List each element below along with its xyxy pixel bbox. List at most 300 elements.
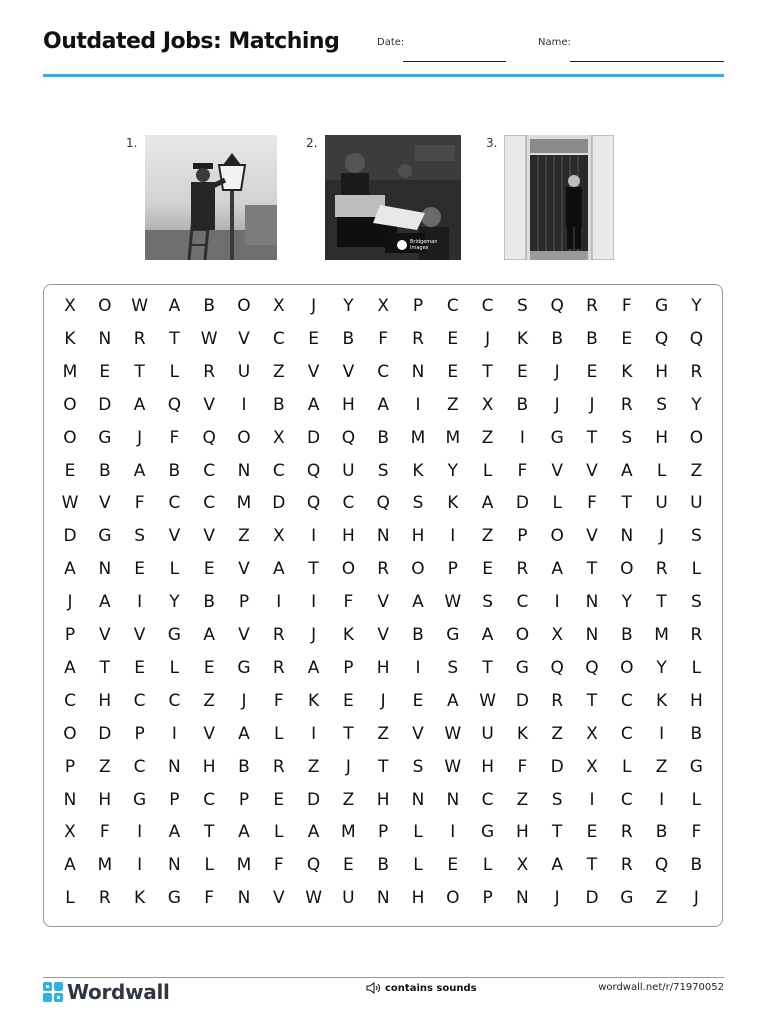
grid-letter[interactable]: J (554, 394, 560, 415)
grid-letter[interactable]: O (341, 559, 356, 580)
grid-letter[interactable]: N (585, 592, 599, 613)
grid-letter[interactable]: R (272, 625, 285, 645)
grid-letter[interactable]: G (481, 822, 495, 843)
grid-letter[interactable]: H (481, 756, 494, 777)
grid-letter[interactable]: S (551, 789, 563, 810)
grid-letter[interactable]: H (376, 657, 390, 678)
grid-letter[interactable]: M (236, 493, 252, 514)
grid-letter[interactable]: R (586, 296, 598, 316)
grid-letter[interactable]: W (479, 690, 496, 711)
grid-letter[interactable]: D (585, 888, 599, 909)
grid-letter[interactable]: F (273, 690, 284, 711)
grid-letter[interactable]: N (63, 789, 77, 810)
grid-letter[interactable]: R (690, 625, 703, 645)
grid-letter[interactable]: A (272, 559, 285, 580)
grid-letter[interactable]: G (689, 756, 703, 777)
grid-letter[interactable]: E (343, 690, 354, 711)
grid-letter[interactable]: I (519, 427, 525, 448)
grid-letter[interactable]: X (586, 756, 598, 777)
grid-letter[interactable]: B (203, 296, 216, 316)
grid-letter[interactable]: I (450, 526, 456, 547)
grid-letter[interactable]: B (342, 328, 355, 349)
grid-letter[interactable]: P (238, 789, 250, 810)
grid-letter[interactable]: I (589, 789, 595, 810)
grid-letter[interactable]: X (64, 822, 76, 843)
grid-letter[interactable]: V (168, 526, 181, 547)
grid-letter[interactable]: Z (377, 723, 390, 744)
grid-letter[interactable]: S (482, 592, 493, 613)
grid-letter[interactable]: L (691, 657, 702, 678)
grid-letter[interactable]: K (308, 690, 320, 711)
grid-letter[interactable]: C (620, 789, 633, 810)
grid-letter[interactable]: E (482, 559, 493, 580)
grid-letter[interactable]: L (691, 789, 702, 810)
grid-letter[interactable]: R (655, 559, 668, 580)
grid-letter[interactable]: G (133, 789, 147, 810)
grid-letter[interactable]: M (341, 822, 356, 843)
grid-letter[interactable]: D (98, 723, 112, 744)
grid-letter[interactable]: Z (238, 526, 250, 547)
grid-letter[interactable]: V (272, 888, 285, 909)
grid-letter[interactable]: K (516, 723, 528, 744)
activity-url[interactable]: wordwall.net/r/71970052 (598, 982, 724, 993)
grid-letter[interactable]: F (517, 460, 528, 481)
grid-letter[interactable]: Y (691, 394, 702, 415)
grid-letter[interactable]: Q (167, 394, 182, 415)
grid-letter[interactable]: L (656, 460, 667, 481)
grid-letter[interactable]: F (621, 296, 632, 316)
grid-letter[interactable]: T (99, 657, 110, 678)
grid-letter[interactable]: T (377, 756, 389, 777)
grid-letter[interactable]: J (659, 526, 665, 547)
grid-letter[interactable]: M (62, 361, 78, 382)
grid-letter[interactable]: V (586, 460, 598, 481)
grid-letter[interactable]: N (411, 789, 425, 810)
grid-letter[interactable]: P (412, 296, 424, 316)
grid-letter[interactable]: T (203, 822, 215, 843)
grid-letter[interactable]: L (482, 855, 493, 876)
grid-letter[interactable]: A (620, 460, 633, 481)
grid-letter[interactable]: Z (516, 789, 529, 810)
grid-letter[interactable]: T (586, 427, 598, 448)
grid-letter[interactable]: P (169, 789, 180, 810)
grid-letter[interactable]: I (450, 822, 456, 843)
grid-letter[interactable]: F (587, 493, 597, 514)
grid-letter[interactable]: Z (655, 756, 668, 777)
grid-letter[interactable]: C (64, 690, 76, 711)
grid-letter[interactable]: A (481, 625, 494, 645)
grid-letter[interactable]: S (377, 460, 389, 481)
grid-letter[interactable]: A (446, 690, 459, 711)
grid-letter[interactable]: E (99, 361, 111, 382)
grid-letter[interactable]: G (167, 625, 181, 645)
grid-letter[interactable]: X (481, 394, 494, 415)
date-field[interactable] (403, 61, 506, 62)
grid-letter[interactable]: E (308, 328, 319, 349)
grid-letter[interactable]: Y (447, 460, 458, 481)
grid-letter[interactable]: C (272, 328, 285, 349)
grid-letter[interactable]: R (98, 888, 111, 909)
grid-letter[interactable]: X (377, 296, 390, 316)
grid-letter[interactable]: J (137, 427, 143, 448)
grid-letter[interactable]: P (343, 657, 354, 678)
grid-letter[interactable]: Y (691, 296, 702, 316)
grid-letter[interactable]: A (307, 822, 320, 843)
grid-letter[interactable]: N (98, 559, 112, 580)
grid-letter[interactable]: J (241, 690, 247, 711)
grid-letter[interactable]: N (168, 855, 181, 876)
grid-letter[interactable]: H (411, 888, 425, 909)
grid-letter[interactable]: O (689, 427, 704, 448)
grid-letter[interactable]: O (63, 427, 77, 448)
grid-letter[interactable]: X (272, 427, 285, 448)
grid-letter[interactable]: T (656, 592, 667, 613)
grid-letter[interactable]: J (380, 690, 386, 711)
grid-letter[interactable]: U (342, 460, 355, 481)
grid-letter[interactable]: B (586, 328, 598, 349)
grid-letter[interactable]: N (237, 888, 251, 909)
grid-letter[interactable]: I (554, 592, 560, 613)
grid-letter[interactable]: C (133, 690, 146, 711)
grid-letter[interactable]: A (168, 296, 181, 316)
grid-letter[interactable]: J (693, 888, 699, 909)
grid-letter[interactable]: W (444, 756, 462, 777)
grid-letter[interactable]: X (64, 296, 76, 316)
grid-letter[interactable]: J (67, 592, 73, 613)
grid-letter[interactable]: T (621, 493, 632, 514)
grid-letter[interactable]: R (133, 328, 146, 349)
grid-letter[interactable]: R (203, 361, 216, 382)
grid-letter[interactable]: B (238, 756, 250, 777)
grid-letter[interactable]: J (554, 888, 560, 909)
grid-letter[interactable]: R (516, 559, 529, 580)
grid-letter[interactable]: O (237, 427, 251, 448)
grid-letter[interactable]: O (237, 296, 251, 316)
grid-letter[interactable]: V (412, 723, 424, 744)
grid-letter[interactable]: W (305, 888, 322, 909)
grid-letter[interactable]: A (377, 394, 389, 415)
grid-letter[interactable]: Q (341, 427, 356, 448)
grid-letter[interactable]: U (237, 361, 251, 382)
grid-letter[interactable]: Z (446, 394, 459, 415)
grid-letter[interactable]: L (413, 855, 423, 876)
grid-letter[interactable]: R (377, 559, 390, 580)
grid-letter[interactable]: I (311, 592, 317, 613)
grid-letter[interactable]: T (343, 723, 354, 744)
grid-letter[interactable]: K (516, 328, 528, 349)
grid-letter[interactable]: F (517, 756, 528, 777)
grid-letter[interactable]: Z (307, 756, 320, 777)
grid-letter[interactable]: T (482, 361, 493, 382)
grid-letter[interactable]: S (412, 493, 424, 514)
grid-letter[interactable]: Q (689, 328, 704, 349)
grid-letter[interactable]: Q (306, 460, 321, 481)
grid-letter[interactable]: E (203, 657, 215, 678)
grid-letter[interactable]: A (98, 592, 111, 613)
grid-letter[interactable]: W (444, 723, 462, 744)
grid-letter[interactable]: W (444, 592, 462, 613)
grid-letter[interactable]: N (98, 328, 112, 349)
grid-letter[interactable]: F (134, 493, 145, 514)
grid-letter[interactable]: V (342, 361, 355, 382)
grid-letter[interactable]: L (65, 888, 75, 909)
grid-letter[interactable]: S (447, 657, 459, 678)
grid-letter[interactable]: Z (690, 460, 703, 481)
grid-letter[interactable]: T (308, 559, 319, 580)
grid-letter[interactable]: S (690, 592, 702, 613)
grid-letter[interactable]: V (551, 460, 563, 481)
grid-letter[interactable]: A (307, 657, 320, 678)
grid-letter[interactable]: E (203, 559, 215, 580)
grid-letter[interactable]: I (311, 723, 317, 744)
grid-letter[interactable]: K (621, 361, 633, 382)
grid-letter[interactable]: F (169, 427, 180, 448)
grid-letter[interactable]: N (585, 625, 599, 645)
grid-letter[interactable]: T (551, 822, 563, 843)
grid-letter[interactable]: K (412, 460, 424, 481)
grid-letter[interactable]: V (238, 625, 250, 645)
grid-letter[interactable]: T (169, 328, 180, 349)
grid-letter[interactable]: D (515, 493, 529, 514)
grid-letter[interactable]: C (203, 789, 216, 810)
grid-letter[interactable]: O (98, 296, 112, 316)
grid-letter[interactable]: O (63, 723, 77, 744)
grid-letter[interactable]: R (272, 756, 285, 777)
grid-letter[interactable]: L (169, 361, 180, 382)
grid-letter[interactable]: U (655, 493, 668, 514)
grid-letter[interactable]: K (342, 625, 354, 645)
grid-letter[interactable]: B (551, 328, 564, 349)
grid-letter[interactable]: S (134, 526, 145, 547)
grid-letter[interactable]: B (272, 394, 285, 415)
grid-letter[interactable]: J (345, 756, 351, 777)
grid-letter[interactable]: C (203, 493, 216, 514)
grid-letter[interactable]: A (238, 723, 250, 744)
grid-letter[interactable]: H (341, 394, 355, 415)
grid-letter[interactable]: Q (550, 657, 564, 678)
grid-letter[interactable]: Q (306, 855, 321, 876)
grid-letter[interactable]: B (516, 394, 529, 415)
grid-letter[interactable]: Q (654, 855, 669, 876)
grid-letter[interactable]: O (446, 888, 460, 909)
grid-letter[interactable]: V (238, 559, 250, 580)
grid-letter[interactable]: D (307, 427, 321, 448)
grid-letter[interactable]: N (376, 888, 390, 909)
grid-letter[interactable]: C (168, 493, 181, 514)
grid-letter[interactable]: N (516, 888, 529, 909)
grid-letter[interactable]: J (311, 625, 317, 645)
grid-letter[interactable]: B (98, 460, 111, 481)
grid-letter[interactable]: P (134, 723, 145, 744)
grid-letter[interactable]: I (276, 592, 282, 613)
grid-letter[interactable]: T (482, 657, 493, 678)
grid-letter[interactable]: C (481, 296, 494, 316)
grid-letter[interactable]: D (550, 756, 564, 777)
grid-letter[interactable]: E (134, 657, 145, 678)
grid-letter[interactable]: V (203, 394, 215, 415)
grid-letter[interactable]: V (377, 625, 389, 645)
grid-letter[interactable]: T (134, 361, 145, 382)
grid-letter[interactable]: A (203, 625, 215, 645)
grid-letter[interactable]: S (690, 526, 702, 547)
grid-letter[interactable]: I (137, 855, 143, 876)
grid-letter[interactable]: J (589, 394, 595, 415)
grid-letter[interactable]: V (203, 723, 215, 744)
grid-letter[interactable]: B (377, 427, 390, 448)
name-field[interactable] (570, 61, 724, 62)
grid-letter[interactable]: E (621, 328, 633, 349)
grid-letter[interactable]: E (586, 361, 598, 382)
grid-letter[interactable]: H (98, 789, 112, 810)
grid-letter[interactable]: C (203, 460, 216, 481)
grid-letter[interactable]: X (516, 855, 529, 876)
grid-letter[interactable]: N (446, 789, 460, 810)
grid-letter[interactable]: X (551, 625, 564, 645)
grid-letter[interactable]: B (620, 625, 633, 645)
grid-letter[interactable]: R (551, 690, 564, 711)
grid-letter[interactable]: H (202, 756, 216, 777)
grid-letter[interactable]: O (620, 559, 634, 580)
grid-letter[interactable]: C (377, 361, 390, 382)
grid-letter[interactable]: P (447, 559, 458, 580)
grid-letter[interactable]: E (64, 460, 76, 481)
grid-letter[interactable]: N (620, 526, 634, 547)
grid-letter[interactable]: A (307, 394, 320, 415)
grid-letter[interactable]: E (447, 855, 459, 876)
grid-letter[interactable]: Q (306, 493, 321, 514)
grid-letter[interactable]: H (376, 789, 390, 810)
grid-letter[interactable]: E (273, 789, 285, 810)
grid-letter[interactable]: V (98, 625, 111, 645)
grid-letter[interactable]: C (481, 789, 494, 810)
grid-letter[interactable]: T (586, 855, 598, 876)
grid-letter[interactable]: L (691, 559, 702, 580)
grid-letter[interactable]: Q (376, 493, 390, 514)
grid-letter[interactable]: Z (481, 427, 494, 448)
grid-letter[interactable]: D (272, 493, 286, 514)
grid-letter[interactable]: K (134, 888, 146, 909)
grid-letter[interactable]: V (203, 526, 215, 547)
grid-letter[interactable]: A (64, 855, 76, 876)
grid-letter[interactable]: E (447, 361, 459, 382)
grid-letter[interactable]: M (445, 427, 461, 448)
grid-letter[interactable]: A (481, 493, 494, 514)
grid-letter[interactable]: A (64, 657, 76, 678)
grid-letter[interactable]: W (200, 328, 218, 349)
grid-letter[interactable]: G (655, 296, 669, 316)
grid-letter[interactable]: L (552, 493, 562, 514)
grid-letter[interactable]: B (655, 822, 668, 843)
grid-letter[interactable]: A (238, 822, 250, 843)
grid-letter[interactable]: Y (621, 592, 632, 613)
grid-letter[interactable]: L (169, 559, 180, 580)
grid-letter[interactable]: G (620, 888, 634, 909)
grid-letter[interactable]: U (481, 723, 494, 744)
grid-letter[interactable]: P (517, 526, 528, 547)
grid-letter[interactable]: W (131, 296, 148, 316)
grid-letter[interactable]: V (98, 493, 111, 514)
grid-letter[interactable]: I (415, 394, 421, 415)
grid-letter[interactable]: A (551, 559, 563, 580)
grid-letter[interactable]: D (63, 526, 77, 547)
grid-letter[interactable]: H (655, 427, 668, 448)
grid-letter[interactable]: V (586, 526, 598, 547)
grid-letter[interactable]: A (133, 394, 146, 415)
grid-letter[interactable]: C (620, 723, 633, 744)
grid-letter[interactable]: U (342, 888, 355, 909)
grid-letter[interactable]: B (168, 460, 181, 481)
grid-letter[interactable]: V (133, 625, 146, 645)
grid-letter[interactable]: C (620, 690, 633, 711)
grid-letter[interactable]: O (411, 559, 425, 580)
grid-letter[interactable]: E (586, 822, 598, 843)
grid-letter[interactable]: I (659, 723, 665, 744)
grid-letter[interactable]: M (410, 427, 426, 448)
grid-letter[interactable]: H (655, 361, 668, 382)
grid-letter[interactable]: G (515, 657, 529, 678)
grid-letter[interactable]: F (99, 822, 110, 843)
grid-letter[interactable]: J (554, 361, 560, 382)
grid-letter[interactable]: I (311, 526, 317, 547)
grid-letter[interactable]: L (413, 822, 423, 843)
grid-letter[interactable]: H (341, 526, 355, 547)
grid-letter[interactable]: Z (272, 361, 285, 382)
grid-letter[interactable]: G (550, 427, 564, 448)
grid-letter[interactable]: Z (551, 723, 564, 744)
grid-letter[interactable]: C (446, 296, 459, 316)
grid-letter[interactable]: Q (550, 296, 564, 316)
grid-letter[interactable]: L (204, 855, 214, 876)
grid-letter[interactable]: E (343, 855, 354, 876)
grid-letter[interactable]: H (515, 822, 529, 843)
grid-letter[interactable]: Q (202, 427, 216, 448)
grid-letter[interactable]: A (551, 855, 563, 876)
grid-letter[interactable]: K (64, 328, 76, 349)
grid-letter[interactable]: O (515, 625, 530, 645)
grid-letter[interactable]: B (690, 855, 703, 876)
grid-letter[interactable]: P (64, 756, 76, 777)
grid-letter[interactable]: Y (169, 592, 180, 613)
grid-letter[interactable]: E (412, 690, 424, 711)
grid-letter[interactable]: S (516, 296, 528, 316)
grid-letter[interactable]: N (411, 361, 425, 382)
grid-letter[interactable]: M (97, 855, 113, 876)
grid-letter[interactable]: V (377, 592, 389, 613)
grid-letter[interactable]: A (168, 822, 181, 843)
grid-letter[interactable]: X (272, 526, 285, 547)
grid-letter[interactable]: Z (342, 789, 355, 810)
grid-letter[interactable]: F (378, 328, 389, 349)
grid-letter[interactable]: T (586, 559, 598, 580)
grid-letter[interactable]: N (376, 526, 390, 547)
grid-letter[interactable]: O (550, 526, 564, 547)
grid-letter[interactable]: J (485, 328, 491, 349)
grid-letter[interactable]: R (412, 328, 424, 349)
grid-letter[interactable]: Y (656, 657, 667, 678)
grid-letter[interactable]: B (690, 723, 703, 744)
grid-letter[interactable]: G (167, 888, 181, 909)
grid-letter[interactable]: V (307, 361, 320, 382)
grid-letter[interactable]: P (64, 625, 76, 645)
grid-letter[interactable]: D (307, 789, 321, 810)
grid-letter[interactable]: R (272, 657, 285, 678)
grid-letter[interactable]: G (237, 657, 251, 678)
grid-letter[interactable]: T (586, 690, 598, 711)
grid-letter[interactable]: F (343, 592, 354, 613)
grid-letter[interactable]: G (446, 625, 460, 645)
grid-letter[interactable]: N (168, 756, 181, 777)
grid-letter[interactable]: Z (98, 756, 111, 777)
